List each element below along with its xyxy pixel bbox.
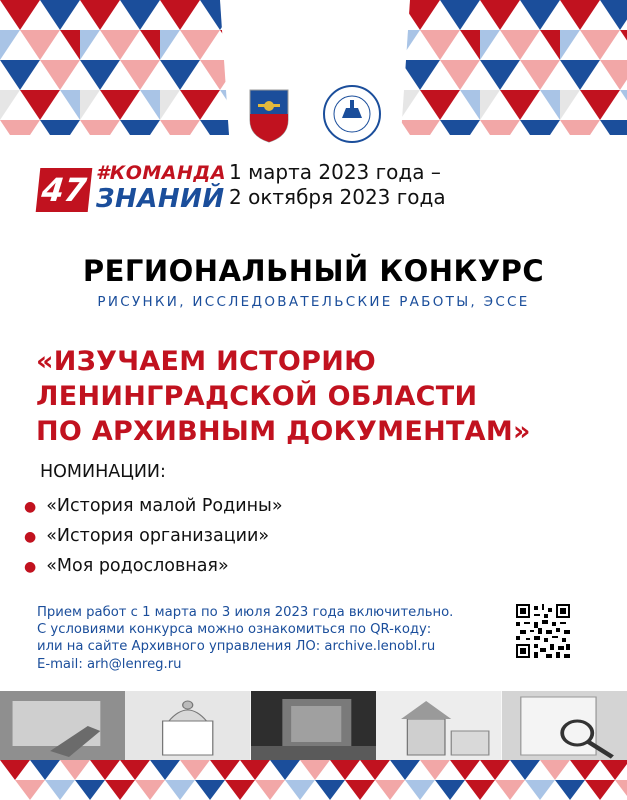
nominations-list [24,492,283,582]
archive-service-emblem-icon [324,86,380,142]
nomination-label: «История малой Родины» [46,496,283,516]
church-sketch-image [125,691,250,760]
start-date: 1 марта 2023 года – [229,160,441,184]
contest-name [36,344,616,449]
coat-of-arms-icon [250,90,288,142]
brand-name: ЗНАНИЙ [96,184,225,214]
archive-books-image [251,691,376,760]
page-title: РЕГИОНАЛЬНЫЙ КОНКУРС [82,254,545,288]
nominations-heading: НОМИНАЦИИ: [40,462,166,482]
brand-hashtag: #КОМАНДА [96,162,227,184]
end-date: 2 октября 2023 года [229,185,446,209]
conditions-note: С условиями конкурса можно ознакомиться по QR-коду: [37,622,432,638]
qr-code-icon[interactable] [516,604,570,658]
contest-name-line-2: ЛЕНИНГРАДСКОЙ ОБЛАСТИ [36,381,478,412]
list-item [24,552,283,582]
list-item [24,522,283,552]
contest-info [37,604,507,673]
contest-name-line-3: ПО АРХИВНЫМ ДОКУМЕНТАМ» [36,416,531,447]
nomination-label: «Моя родословная» [46,556,229,576]
drawing-hand-image [0,691,125,760]
bullet-icon: ● [24,499,37,515]
contest-name-line-1: «ИЗУЧАЕМ ИСТОРИЮ [36,346,377,377]
contest-dates [229,160,529,210]
ornament-bottom-band [0,752,627,800]
bullet-icon: ● [24,529,37,545]
list-item [24,492,283,522]
magnifier-document-image [502,691,627,760]
page-subtitle: РИСУНКИ, ИССЛЕДОВАТЕЛЬСКИЕ РАБОТЫ, ЭССЕ [97,294,530,310]
email-contact: E-mail: arh@lenreg.ru [37,656,182,672]
bullet-icon: ● [24,559,37,575]
nomination-label: «История организации» [46,526,270,546]
brand-number: 47 [36,168,93,212]
logos [240,84,390,144]
fortress-sketch-image [376,691,501,760]
submission-period: Прием работ с 1 марта по 3 июля 2023 года включительно. [37,605,454,620]
photo-strip [0,691,627,760]
team-knowledge-logo [38,160,238,220]
website-note: или на сайте Архивного управления ЛО: archive.lenobl.ru [37,639,436,655]
